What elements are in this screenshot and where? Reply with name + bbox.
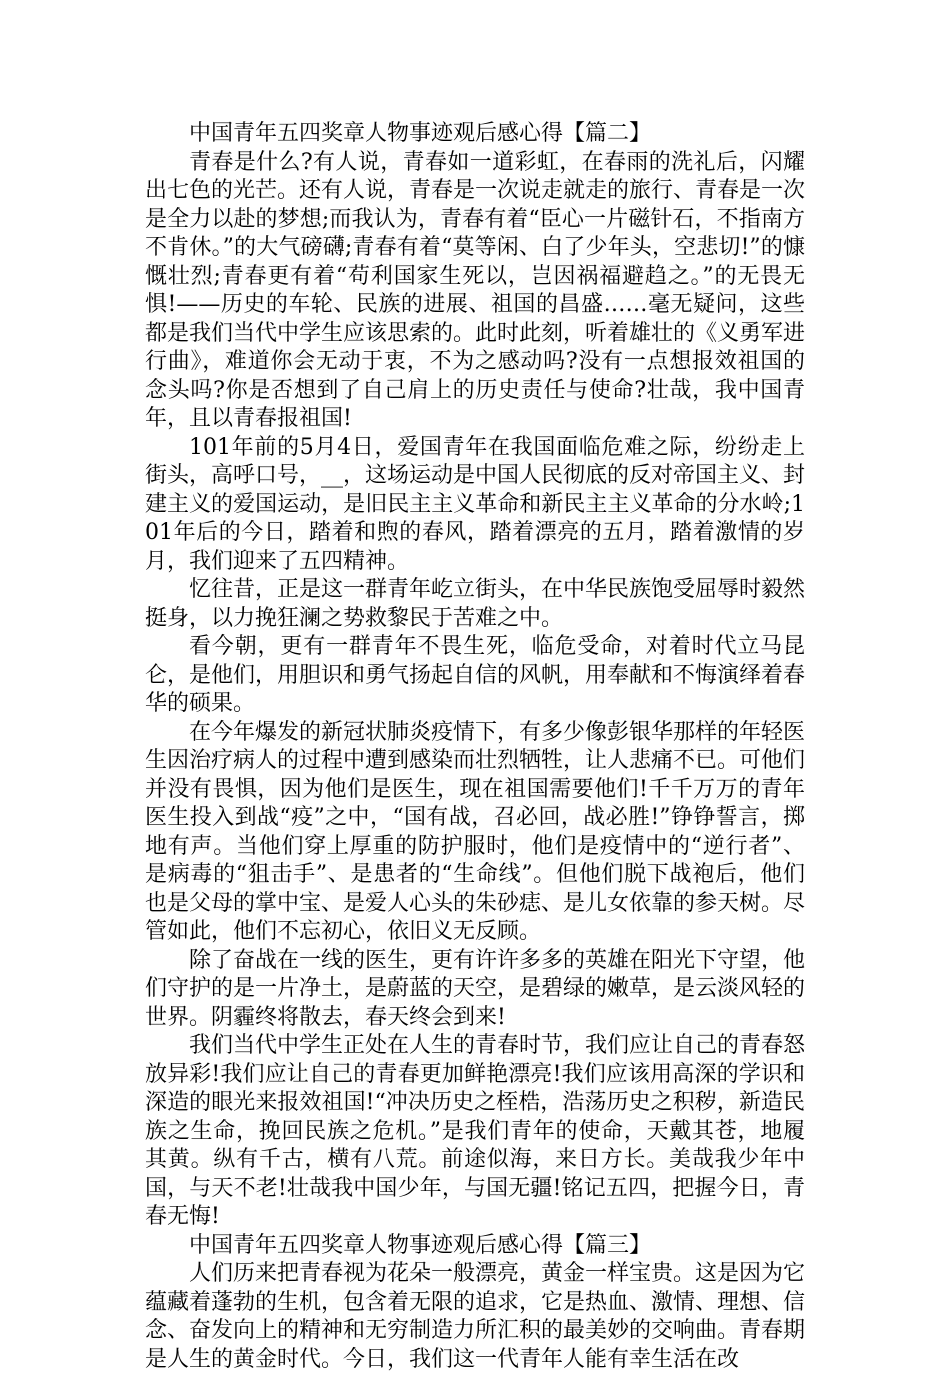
section-heading-2: 中国青年五四奖章人物事迹观后感心得【篇二】 [189,121,652,146]
paragraph-2-3: 忆往昔，正是这一群青年屹立街头，在中华民族饱受屈辱时毅然挺身，以力挽狂澜之势救黎民于苦难之中。 [145,577,806,631]
document-page [145,120,805,1374]
paragraph-3-1: 人们历来把青春视为花朵一般漂亮，黄金一样宝贵。这是因为它蕴藏着蓬勃的生机，包含着无限的追求，它是热血、激情、理想、信念、奋发向上的精神和无穷制造力所汇积的最美妙的交响曲。青春期是人生的黄金时代。今日，我们这一代青年人能有幸生活在改 [145,1261,806,1372]
paragraph-2-4: 看今朝，更有一群青年不畏生死，临危受命，对着时代立马昆仑，是他们，用胆识和勇气扬起自信的风帆，用奉献和不悔演绎着春华的硕果。 [145,634,806,716]
paragraph-2-2: 101年前的5月4日，爱国青年在我国面临危难之际，纷纷走上街头，高呼口号，__，这场运动是中国人民彻底的反对帝国主义、封建主义的爱国运动，是旧民主主义革命和新民主主义革命的分水岭;101年后的今日，踏着和煦的春风，踏着漂亮的五月，踏着激情的岁月，我们迎来了五四精神。 [145,434,806,574]
paragraph-2-7: 我们当代中学生正处在人生的青春时节，我们应让自己的青春怒放异彩!我们应让自己的青春更加鲜艳漂亮!我们应该用高深的学识和深造的眼光来报效祖国!“冲决历史之桎梏，浩荡历史之积秽，新造民族之生命，挽回民族之危机。”是我们青年的使命，天戴其苍，地履其黄。纵有千古，横有八荒。前途似海，来日方长。美哉我少年中国，与天不老!壮哉我中国少年，与国无疆!铭记五四，把握今日，青春无悔! [145,1033,806,1229]
paragraph-2-5: 在今年爆发的新冠状肺炎疫情下，有多少像彭银华那样的年轻医生因治疗病人的过程中遭到感染而壮烈牺牲，让人悲痛不已。可他们并没有畏惧，因为他们是医生，现在祖国需要他们!千千万万的青年医生投入到战“疫”之中，“国有战，召必回，战必胜!”铮铮誓言，掷地有声。当他们穿上厚重的防护服时，他们是疫情中的“逆行者”、是病毒的“狙击手”、是患者的“生命线”。但他们脱下战袍后，他们也是父母的掌中宝、是爱人心头的朱砂痣、是儿女依靠的参天树。尽管如此，他们不忘初心，依旧义无反顾。 [145,719,806,944]
paragraph-2-1: 青春是什么?有人说，青春如一道彩虹，在春雨的洗礼后，闪耀出七色的光芒。还有人说，青春是一次说走就走的旅行、青春是一次是全力以赴的梦想;而我认为，青春有着“臣心一片磁针石，不指南方不肯休。”的大气磅礴;青春有着“莫等闲、白了少年头，空悲切!”的慷慨壮烈;青春更有着“苟利国家生死以，岂因祸福避趋之。”的无畏无惧!——历史的车轮、民族的进展、祖国的昌盛……毫无疑问，这些都是我们当代中学生应该思索的。此时此刻，听着雄壮的《义勇军进行曲》，难道你会无动于衷，不为之感动吗?没有一点想报效祖国的念头吗?你是否想到了自己肩上的历史责任与使命?壮哉，我中国青年，且以青春报祖国! [145,149,806,431]
paragraph-2-6: 除了奋战在一线的医生，更有许许多多的英雄在阳光下守望，他们守护的是一片净土，是蔚蓝的天空，是碧绿的嫩草，是云淡风轻的世界。阴霾终将散去，春天终会到来! [145,947,806,1030]
section-heading-3: 中国青年五四奖章人物事迹观后感心得【篇三】 [189,1232,652,1258]
